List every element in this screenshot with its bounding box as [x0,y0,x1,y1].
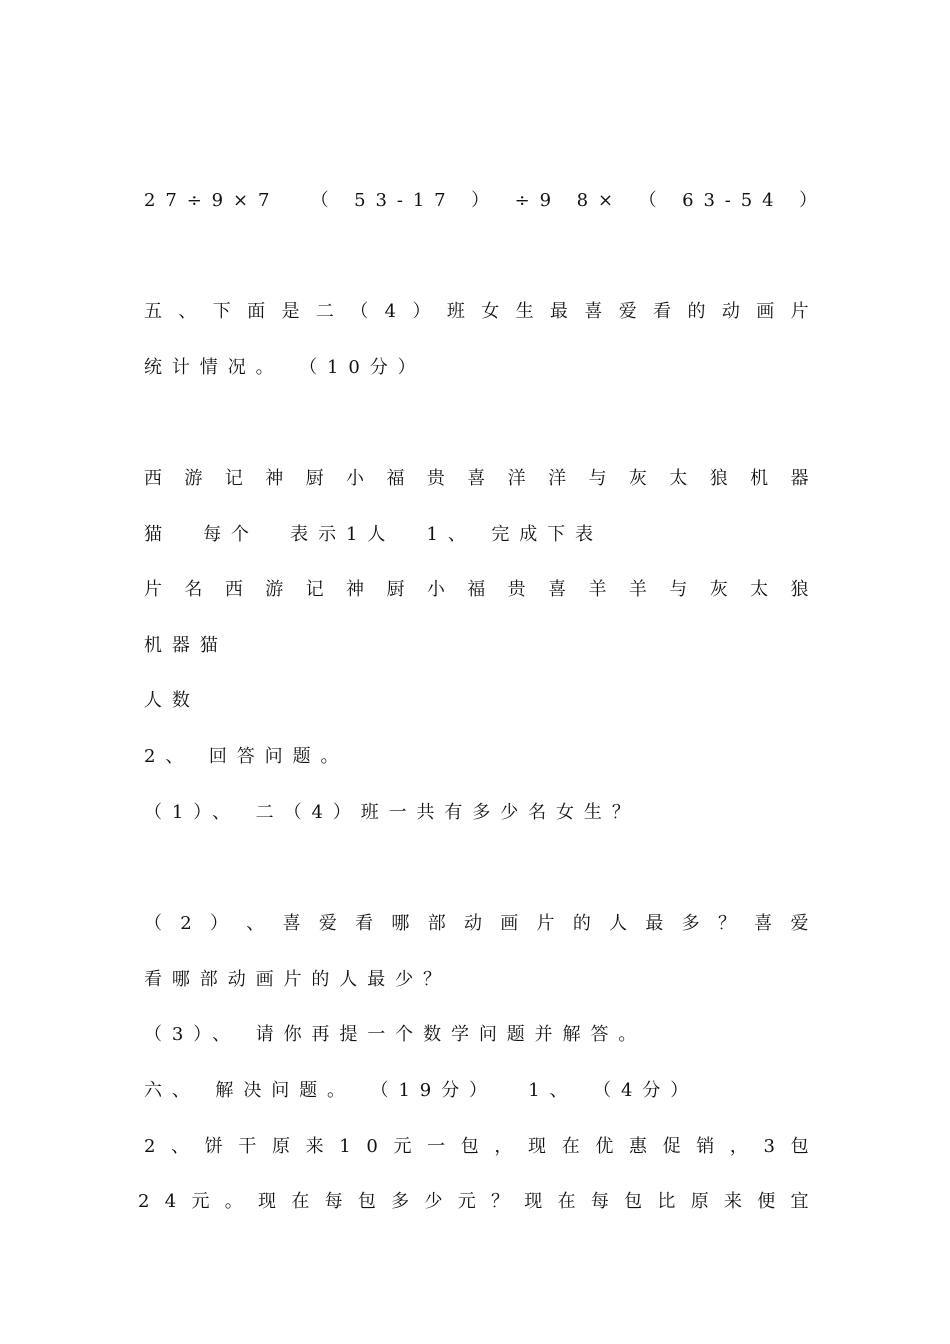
table-header-line: 片 名 西 游 记 神 厨 小 福 贵 喜 羊 羊 与 灰 太 狼 [144,579,809,600]
problem-2: 2 、 饼 干 原 来 1 0 元 一 包 ， 现 在 优 惠 促 销 ， 3 包 [144,1136,809,1157]
question-3: （3）、 请你再提一个数学问题并解答。 [144,1024,647,1045]
question-2: （ 2 ） 、 喜 爱 看 哪 部 动 画 片 的 人 最 多 ？ 喜 爱 [144,913,809,934]
problem-2-cont: 2 4 元 。 现 在 每 包 多 少 元 ？ 现 在 每 包 比 原 来 便 宜 [138,1191,809,1212]
table-row-label: 人数 [144,690,200,711]
table-header-cont: 机器猫 [144,635,228,656]
legend-line: 猫 每个 表示1人 1、 完成下表 [144,524,603,545]
question-heading: 2、 回答问题。 [144,746,349,767]
question-1: （1）、 二（4）班一共有多少名女生？ [144,802,640,823]
section-five-heading-cont: 统计情况。 （10分） [144,357,426,378]
question-2-cont: 看哪部动画片的人最少？ [144,969,451,990]
section-five-heading: 五 、 下 面 是 二 （ 4 ） 班 女 生 最 喜 爱 看 的 动 画 片 [144,301,809,322]
section-six-heading: 六、 解决问题。 （19分） 1、 （4分） [144,1080,699,1101]
expression-line: 27÷9×7 （ 53-17 ） ÷9 8× （ 63-54 ） [144,190,828,211]
cartoon-list-line: 西 游 记 神 厨 小 福 贵 喜 洋 洋 与 灰 太 狼 机 器 [144,468,809,489]
